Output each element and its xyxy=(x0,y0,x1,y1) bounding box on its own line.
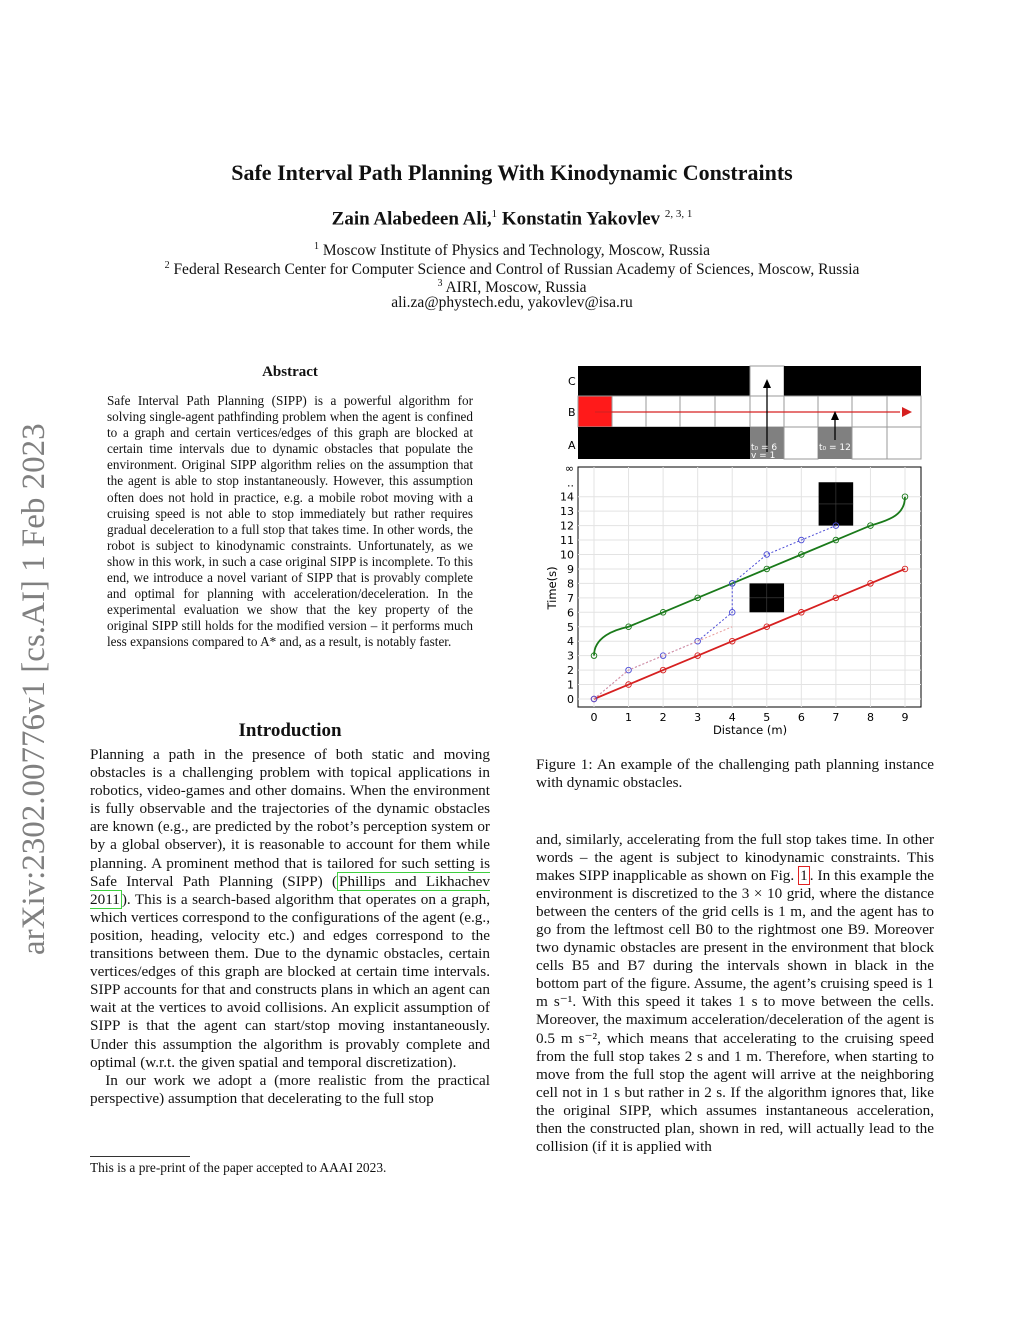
y-tick-label: 12 xyxy=(560,519,574,533)
citation-link[interactable]: Phillips and Likhachev 2011 xyxy=(90,872,490,908)
row-label-a: A xyxy=(568,439,576,452)
y-tick-label: 6 xyxy=(567,606,574,620)
y-tick-label: 10 xyxy=(560,548,574,562)
author-2: Konstatin Yakovlev xyxy=(501,208,661,230)
y-tick-label: 0 xyxy=(567,693,574,706)
author-2-sup: 2, 3, 1 xyxy=(664,208,693,220)
abstract-heading: Abstract xyxy=(262,364,318,380)
obstacle-2-start-label: t₀ = 12 xyxy=(819,443,851,453)
author-emails: ali.za@phystech.edu, yakovlev@isa.ru xyxy=(391,294,633,311)
y-tick-label: 9 xyxy=(567,562,574,576)
y-tick-label: 5 xyxy=(567,620,574,634)
row-c-black-right xyxy=(784,366,921,396)
x-tick-label: 8 xyxy=(866,711,874,724)
x-tick-label: 5 xyxy=(763,711,771,724)
x-axis-label: Distance (m) xyxy=(712,723,788,737)
figure-caption: Figure 1: An example of the challenging path planning instance with dynamic obstacles. xyxy=(536,756,934,792)
abstract-text: Safe Interval Path Planning (SIPP) is a powerful algorithm for solving single-agent pathfinding problem when the agent is confined to a graph and certain vertices/edges of this graph are blocked at certain time intervals due to dynamic obstacles that populate the environment. Original SIPP algorithm relies on the assumption that the agent is able to stop instantaneously. However, this assumption often does not hold in practice, e.g. a mobile robot moving with a cruising speed is not able to stop immediately but rather requires gradual deceleration to a full stop that takes time. In other words, the robot is subject to kinodynamic constraints. Unfortunately, as we show in this work, in such a case original SIPP is incomplete. To this end, we introduce a novel variant of SIPP that is provably complete and optimal for planning with acceleration/deceleration. In the experimental evaluation we show that the key property of the original SIPP still holds for the modified version – it performs much less expansions compared to A* and, as a result, is notably faster. xyxy=(107,393,473,650)
x-tick-label: 1 xyxy=(625,711,633,724)
row-label-b: B xyxy=(568,406,576,419)
y-tick-label: ∞ xyxy=(564,461,574,475)
x-tick-label: 2 xyxy=(659,711,667,724)
x-tick-label: 6 xyxy=(797,711,805,724)
time-distance-plot xyxy=(545,462,921,737)
y-tick-label: 14 xyxy=(560,490,574,504)
figure-1 xyxy=(540,360,924,744)
intro-paragraph-1: Planning a path in the presence of both static and moving obstacles is a challenging problem with topical applications in robotics, video-games and other domains. When the environment is fully observable and the trajectories of the dynamic obstacles are known (e.g., are predicted by the robot’s perception system or by a global observer), it is reasonable to account for them while planning. A prominent method that is tailored for such setting is Safe Interval Path Planning (SIPP) ( Phillips and Likhachev 2011 ). This is a search-based algorithm that operates on a graph, which vertices correspond to the configurations of the agent (e.g., position, heading, velocity etc.) and edges correspond to the transitions between them. Due to the dynamic obstacles, certain vertices/edges of this graph are blocked at certain time intervals. SIPP accounts for that and constructs plans in which an agent can wait at the vertices to avoid collisions. An explicit assumption of SIPP is that the agent can start/stop moving instantaneously. Under this assumption the algorithm is provably complete and optimal (w.r.t. the given spatial and temporal discretization). xyxy=(90,746,490,1071)
y-tick-label: 13 xyxy=(560,505,574,519)
affiliation-2: $^2$ Federal Research Center for Computer Science and Control of Russian Academy of Sciences, Moscow, Russia xyxy=(164,260,860,279)
arxiv-side-stamp: arXiv:2302.00776v1 [cs.AI] 1 Feb 2023 xyxy=(16,423,52,955)
y-tick-label: 4 xyxy=(567,635,574,649)
row-c-black-left xyxy=(578,366,750,396)
y-tick-label: 7 xyxy=(567,591,574,605)
author-1: Zain Alabedeen Ali, xyxy=(331,208,492,230)
author-line xyxy=(0,208,1024,230)
y-tick-label: 11 xyxy=(560,534,574,548)
grid-environment xyxy=(568,366,921,461)
affiliation-1: $^1$ Moscow Institute of Physics and Technology, Moscow, Russia xyxy=(314,241,710,260)
x-tick-label: 0 xyxy=(590,711,598,724)
y-tick-label: 2 xyxy=(567,664,574,678)
y-tick-labels xyxy=(560,462,574,706)
row-a-black xyxy=(578,427,750,459)
footnote-rule xyxy=(90,1156,190,1157)
y-tick-label: .. xyxy=(567,476,574,490)
introduction-heading: Introduction xyxy=(238,720,342,741)
y-axis-label: Time(s) xyxy=(545,566,559,610)
cell xyxy=(887,427,921,459)
introduction-body xyxy=(90,746,490,1108)
right-paragraph: and, similarly, accelerating from the full stop takes time. In other words – the agent is subject to kinodynamic constraints. This makes SIPP inapplicable as shown on Fig. 1 . In this example the environment is discretized to the 3 × 10 grid, where the distance between the centers of the grid cells is 1 m, and the agent has to go from the leftmost cell B0 to the rightmost one B9. Moreover two dynamic obstacles are present in the environment that block cells B5 and B7 during the intervals shown in black in the bottom part of the figure. Assume, the agent’s cruising speed is 1 m s⁻¹. With this speed it takes 1 s to move between the cells. Moreover, the maximum acceleration/deceleration of the agent is 0.5 m s⁻², which means that accelerating to the cruising speed from the full stop takes 2 s and 1 m. Therefore, when starting to move from the full stop the agent will arrive at the neighboring cell not in 1 s but rather in 2 s. If the algorithm ignores that, like the original SIPP, which assumes instantaneous acceleration, then the constructed plan, shown in red, will actually lead to the collision (if it is applied with xyxy=(536,831,934,1155)
x-tick-label: 4 xyxy=(728,711,736,724)
x-tick-label: 9 xyxy=(901,711,909,724)
cell xyxy=(852,427,887,459)
y-tick-label: 1 xyxy=(567,678,574,692)
obstacle-1-start-label: t₀ = 6 xyxy=(751,443,778,453)
footnote: This is a pre-print of the paper accepted to AAAI 2023. xyxy=(90,1160,387,1175)
y-tick-label: 3 xyxy=(567,649,574,663)
obstacle-1-speed-label: v = 1 xyxy=(751,451,776,461)
y-tick-label: 8 xyxy=(567,577,574,591)
right-column-body xyxy=(536,831,934,1156)
figure-ref-link[interactable]: 1 xyxy=(800,867,808,885)
x-tick-label: 7 xyxy=(832,711,840,724)
cell xyxy=(784,427,818,459)
intro-paragraph-2: In our work we adopt a (more realistic from the practical perspective) assumption that decelerating to the full stop xyxy=(90,1071,490,1107)
author-1-sup: 1 xyxy=(491,208,498,220)
paper-title: Safe Interval Path Planning With Kinodynamic Constraints xyxy=(231,160,793,185)
row-label-c: C xyxy=(568,375,576,388)
affiliation-3: $^3$ AIRI, Moscow, Russia xyxy=(437,278,587,297)
x-tick-label: 3 xyxy=(694,711,702,724)
